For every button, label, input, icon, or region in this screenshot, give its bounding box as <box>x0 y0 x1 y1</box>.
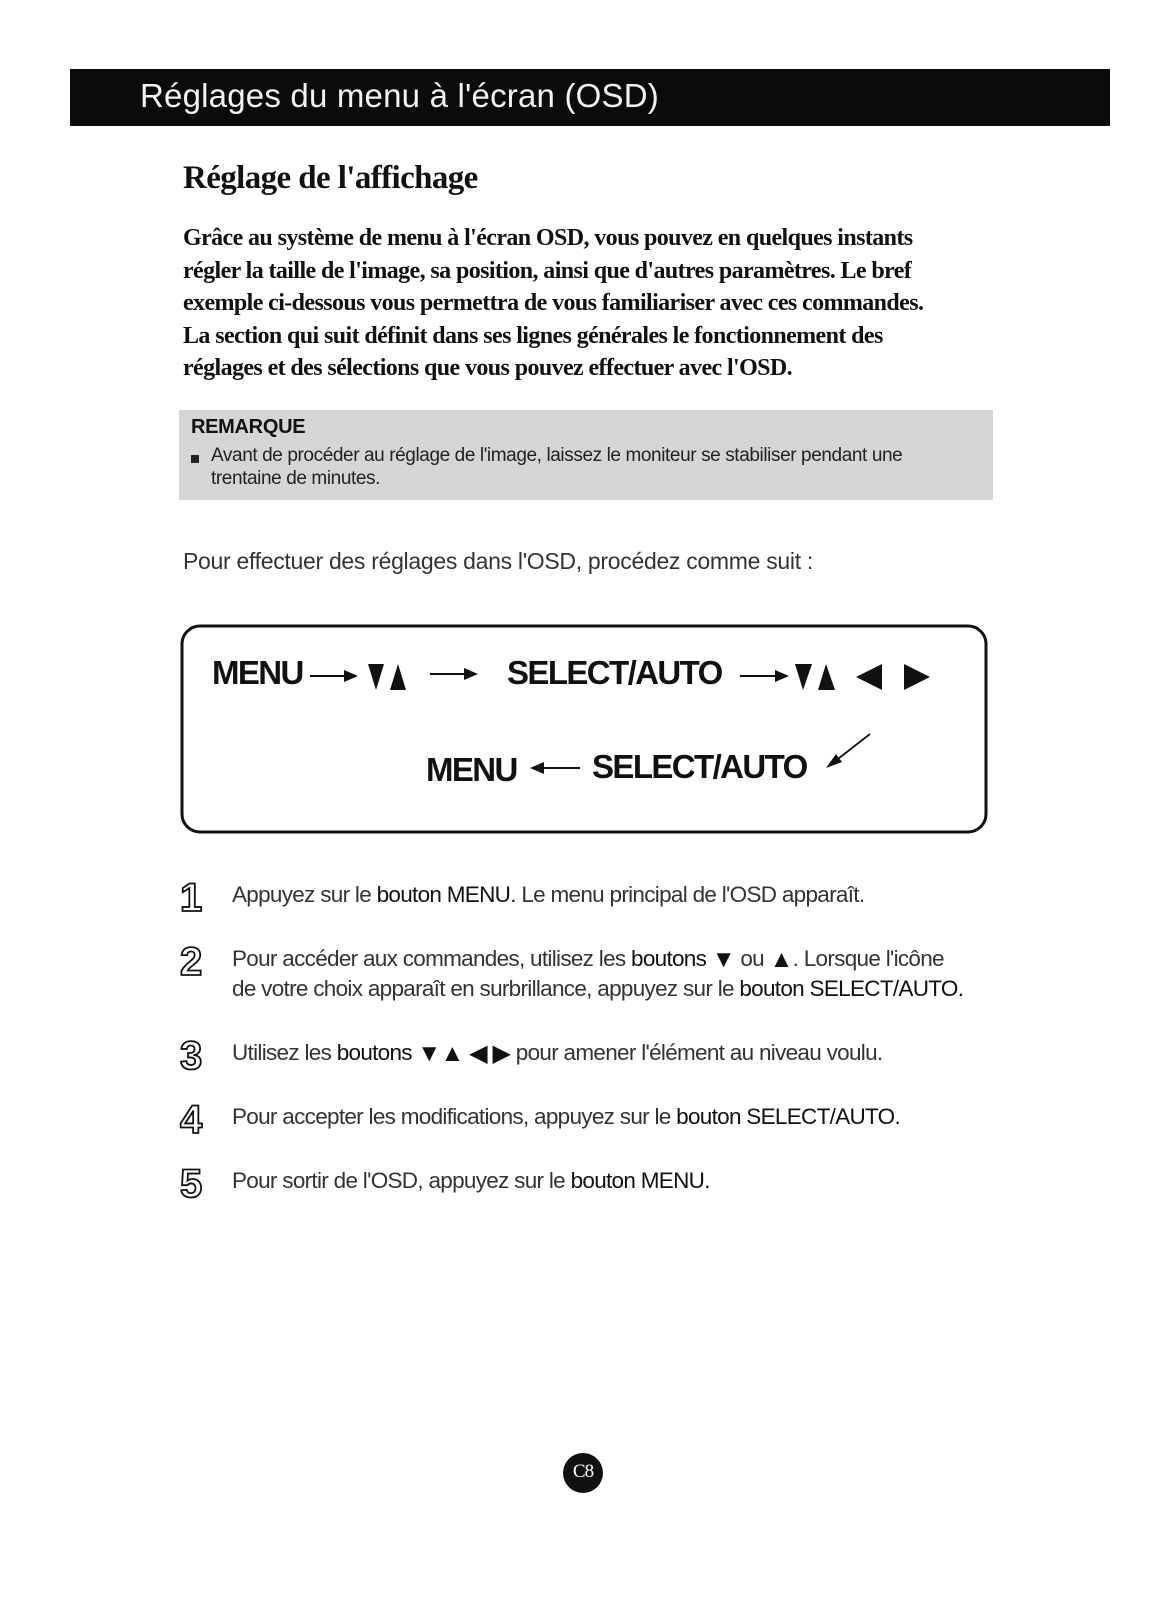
page-number-badge <box>563 1453 603 1493</box>
note-box <box>179 410 993 500</box>
step-text: Pour accepter les modifications, appuyez sur le bouton SELECT/AUTO. <box>232 1104 901 1129</box>
step-number: 5 <box>180 1162 203 1206</box>
button-ref: boutons <box>336 1040 412 1065</box>
note-line: Avant de procéder au réglage de l'image, laissez le moniteur se stabiliser pendant une <box>211 445 903 466</box>
section-title: Réglage de l'affichage <box>183 160 478 196</box>
square-bullet-icon <box>191 455 199 463</box>
menu-label: MENU <box>426 751 517 788</box>
intro-line: Grâce au système de menu à l'écran OSD, vous pouvez en quelques instants <box>183 225 913 251</box>
button-ref: bouton SELECT/AUTO. <box>676 1104 901 1129</box>
step-number: 3 <box>180 1034 203 1078</box>
up-triangle-icon: ▲ <box>440 1040 464 1067</box>
intro-line: réglages et des sélections que vous pouvez effectuer avec l'OSD. <box>183 355 793 381</box>
step-text: Utilisez les boutons ▼▲ ◀ ▶ pour amener l'élément au niveau voulu. <box>232 1040 883 1067</box>
step-number: 4 <box>180 1098 203 1142</box>
up-triangle-icon: ▲ <box>769 946 793 973</box>
button-ref: bouton MENU. <box>570 1168 710 1193</box>
down-triangle-icon: ▼ <box>417 1040 441 1067</box>
select-auto-label: SELECT/AUTO <box>507 654 722 691</box>
note-text <box>211 444 981 490</box>
button-ref: bouton SELECT/AUTO. <box>739 976 964 1001</box>
note-heading: REMARQUE <box>191 416 306 438</box>
step-number: 2 <box>180 940 203 984</box>
intro-paragraph <box>183 222 1013 385</box>
step-text: Appuyez sur le bouton MENU. Le menu principal de l'OSD apparaît. <box>232 882 865 907</box>
note-line: trentaine de minutes. <box>211 468 381 489</box>
button-ref: boutons <box>631 946 707 971</box>
intro-line: exemple ci-dessous vous permettra de vous familiariser avec ces commandes. <box>183 290 924 316</box>
step-number: 1 <box>180 876 203 920</box>
step-text: Pour sortir de l'OSD, appuyez sur le bouton MENU. <box>232 1168 710 1193</box>
osd-flow-diagram <box>180 624 988 834</box>
step-text: de votre choix apparaît en surbrillance, appuyez sur le bouton SELECT/AUTO. <box>232 976 964 1001</box>
procedure-intro: Pour effectuer des réglages dans l'OSD, procédez comme suit : <box>183 548 813 574</box>
step-text: Pour accéder aux commandes, utilisez les boutons ▼ ou ▲. Lorsque l'icône <box>232 946 944 973</box>
down-triangle-icon: ▼ <box>711 946 735 973</box>
header-bar <box>70 69 1110 126</box>
page-number: C8 <box>572 1461 594 1482</box>
header-title: Réglages du menu à l'écran (OSD) <box>140 77 659 114</box>
menu-label: MENU <box>212 654 303 691</box>
left-triangle-icon: ◀ <box>469 1040 487 1067</box>
button-ref: bouton MENU. <box>376 882 516 907</box>
intro-line: régler la taille de l'image, sa position, ainsi que d'autres paramètres. Le bref <box>183 257 912 284</box>
intro-line: La section qui suit définit dans ses lignes générales le fonctionnement des <box>183 322 883 349</box>
select-auto-label: SELECT/AUTO <box>592 748 807 785</box>
right-triangle-icon: ▶ <box>492 1040 511 1067</box>
